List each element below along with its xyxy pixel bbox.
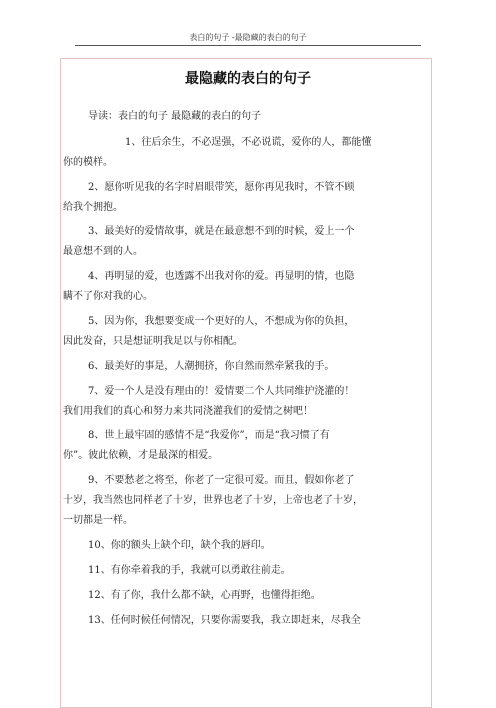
body-line: 3、最美好的爱情故事，就是在最意想不到的时候，爱上一个: [88, 226, 355, 237]
body-line: 4、再明显的爱，也透露不出我对你的爱。再显明的情，也隐: [88, 271, 355, 282]
body-line: 10、你的额头上缺个印，缺个我的唇印。: [88, 540, 271, 551]
body-line: 6、最美好的事是，人潮拥挤，你自然而然牵紧我的手。: [88, 361, 335, 372]
body-line: 11、有你牵着我的手，我就可以勇敢往前走。: [88, 565, 291, 576]
running-header: 表白的句子 -最隐藏的表白的句子: [189, 33, 307, 42]
body-line: 我们用我们的真心和努力来共同浇灌我们的爱情之树吧！: [63, 406, 313, 417]
body-line: 你”。彼此依赖，才是最深的相爱。: [63, 450, 219, 461]
body-line: 最意想不到的人。: [63, 246, 143, 257]
body-line: 瞒不了你对我的心。: [63, 291, 153, 302]
lead-paragraph: 导读：表白的句子 最隐藏的表白的句子: [88, 111, 262, 122]
body-line: 12、有了你，我什么都不缺，心再野，也懂得拒绝。: [88, 590, 321, 601]
body-line: 你的模样。: [63, 157, 113, 168]
body-line: 13、任何时候任何情况，只要你需要我，我立即赶来，尽我全: [88, 615, 361, 626]
body-line: 8、世上最牢固的感情不是“我爱你”，而是“我习惯了有: [88, 430, 330, 441]
body-line: 2、愿你听见我的名字时眉眼带笑，愿你再见我时，不管不顾: [88, 182, 355, 193]
body-line: 十岁，我当然也同样老了十岁，世界也老了十岁，上帝也老了十岁，: [63, 495, 363, 506]
body-line: 7、爱一个人是没有理由的！爱情要二个人共同维护浇灌的！: [88, 386, 355, 397]
header-rule: [75, 45, 421, 46]
body-line: 一切都是一样。: [63, 515, 133, 526]
body-line: 给我个拥抱。: [63, 202, 123, 213]
body-line: 9、不要愁老之将至，你老了一定很可爱。而且，假如你老了: [88, 475, 355, 486]
body-line: 因此发奋，只是想证明我足以与你相配。: [63, 336, 243, 347]
document-title: 最隐藏的表白的句子: [185, 71, 311, 87]
body-line: 5、因为你，我想要变成一个更好的人，不想成为你的负担，: [88, 316, 355, 327]
body-line: 1、往后余生，不必逞强，不必说谎，爱你的人，都能懂: [125, 137, 372, 148]
